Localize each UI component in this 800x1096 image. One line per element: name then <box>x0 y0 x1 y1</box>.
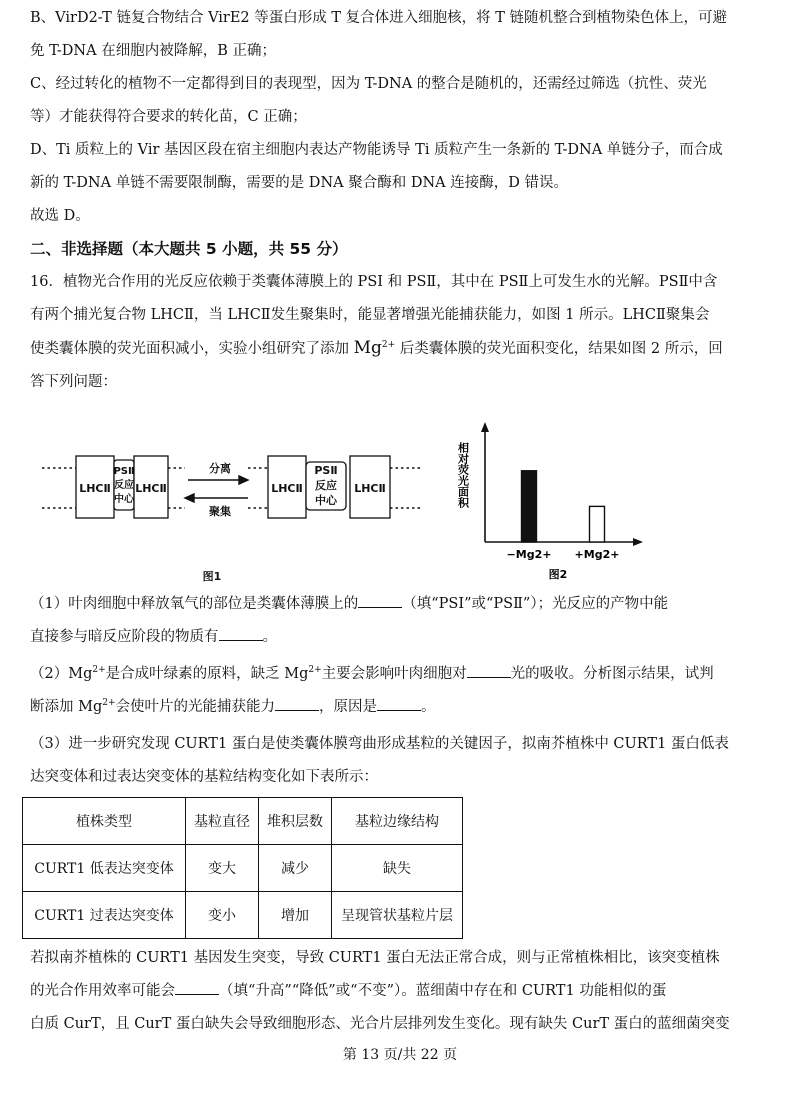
table-cell: 减少 <box>259 845 332 892</box>
x-axis-arrow <box>633 538 643 546</box>
section-title: 二、非选择题（本大题共 5 小题，共 55 分） <box>30 240 348 258</box>
after-table-text <box>30 942 770 1041</box>
subq2-line2: 断添加 $Mg^{2+}$会使叶片的光能捕获能力 ，原因是 。 <box>30 691 770 724</box>
table-header-row <box>23 798 463 845</box>
right-ps-label-1: PSⅡ <box>314 464 338 477</box>
analysis-answer: 故选 D。 <box>30 208 90 224</box>
left-lhc-label-1: LHCⅡ <box>79 482 111 495</box>
analysis-b-line1: B、VirD2-T 链复合物结合 VirE2 等蛋白形成 T 复合体进入细胞核，将 T 链随机整合到植物染色体上，可避 <box>30 10 728 26</box>
x-tick-label: −Mg2+ <box>506 548 552 561</box>
answer-blank-4[interactable] <box>275 696 319 711</box>
table-cell: 变大 <box>186 845 259 892</box>
after-table-line3: 白质 CurT，且 CurT 蛋白缺失会导致细胞形态、光合片层排列发生变化。现有缺失 CurT 蛋白的蓝细菌突变 <box>30 1016 730 1032</box>
table-header: 植株类型 <box>23 798 186 845</box>
table-cell: 变小 <box>186 892 259 939</box>
table-row <box>23 845 463 892</box>
left-ps-label-1: PSⅡ <box>113 466 135 477</box>
right-lhc-label-1: LHCⅡ <box>271 482 303 495</box>
subq1-line1: （1）叶肉细胞中释放氧气的部位是类囊体薄膜上的 （填“PSⅠ”或“PSⅡ”）；光反应的产物中能 <box>30 588 770 621</box>
right-ps-label-2: 反应 <box>315 479 337 492</box>
arrow-separate-head <box>239 476 248 484</box>
after-table-line1: 若拟南芥植株的 CURT1 基因发生突变，导致 CURT1 蛋白无法正常合成，则与正常植株相比，该突变植株 <box>30 950 720 966</box>
table-header: 基粒直径 <box>186 798 259 845</box>
analysis-d-line1: D、Ti 质粒上的 Vir 基因区段在宿主细胞内表达产物能诱导 Ti 质粒产生一条新的 T-DNA 单链分子，而合成 <box>30 142 723 158</box>
answer-blank-1[interactable] <box>358 593 402 608</box>
table-cell: CURT1 低表达突变体 <box>23 845 186 892</box>
figure-1-caption: 图1 <box>202 570 222 583</box>
subq2-line1: $(2)Mg^{2+}$是合成叶绿素的原料，缺乏 $Mg^{2+}$主要会影响叶肉细胞对 光的吸收。分析图示结果，试判 <box>30 658 770 691</box>
answer-blank-5[interactable] <box>377 696 421 711</box>
subq3-line2: 达突变体和过表达突变体的基粒结构变化如下表所示： <box>30 769 378 785</box>
left-lhc-label-2: LHCⅡ <box>135 482 167 495</box>
table-header: 堆积层数 <box>259 798 332 845</box>
q16-line4: 答下列问题： <box>30 374 117 390</box>
sub-questions <box>30 588 770 794</box>
q16-line1: 16．植物光合作用的光反应依赖于类囊体薄膜上的 PSI 和 PSⅡ，其中在 PSⅡ上可发生水的光解。PSⅡ中含 <box>30 274 718 290</box>
arrow-label-aggregate: 聚集 <box>209 505 231 518</box>
table-cell: 呈现管状基粒片层 <box>332 892 463 939</box>
answer-blank-6[interactable] <box>175 980 219 995</box>
page-footer: 第 13 页/共 22 页 <box>342 1047 458 1063</box>
subq3-line1: （3）进一步研究发现 CURT1 蛋白是使类囊体膜弯曲形成基粒的关键因子，拟南芥植株中 CURT1 蛋白低表 <box>30 736 729 752</box>
table-cell: 增加 <box>259 892 332 939</box>
q16-line2: 有两个捕光复合物 LHCⅡ，当 LHCⅡ发生聚集时，能显著增强光能捕获能力，如图 1 所示。LHCⅡ聚集会 <box>30 307 710 323</box>
after-table-line2: 的光合作用效率可能会 （填“升高”“降低”或“不变”）。蓝细菌中存在和 CURT1 功能相似的蛋 <box>30 975 770 1008</box>
right-lhc-label-2: LHCⅡ <box>354 482 386 495</box>
figure-2-caption: 图2 <box>548 568 568 581</box>
y-axis-label: 相对荧光面积 <box>456 442 470 508</box>
figure-1 <box>40 440 430 590</box>
figure-2-chart <box>455 420 655 592</box>
analysis-c-line1: C、经过转化的植物不一定都得到目的表现型，因为 T-DNA 的整合是随机的，还需经过筛选（抗性、荧光 <box>30 76 707 92</box>
left-ps-label-2: 反应 <box>114 480 134 491</box>
analysis-b-line2: 免 T-DNA 在细胞内被降解，B 正确； <box>30 43 276 59</box>
analysis-block <box>30 2 770 399</box>
table-row <box>23 892 463 939</box>
y-axis-arrow <box>481 422 489 432</box>
analysis-d-line2: 新的 T-DNA 单链不需要限制酶，需要的是 DNA 聚合酶和 DNA 连接酶，D 错误。 <box>30 175 568 191</box>
table-cell: 缺失 <box>332 845 463 892</box>
left-ps-label-3: 中心 <box>114 494 134 505</box>
analysis-c-line2: 等）才能获得符合要求的转化苗，C 正确； <box>30 109 307 125</box>
arrow-aggregate-head <box>185 494 194 502</box>
q16-line3: 使类囊体膜的荧光面积减小，实验小组研究了添加 $Mg^{2+}$ 后类囊体膜的荧光面积变化，结果如图 2 所示，回 <box>30 338 723 358</box>
answer-blank-3[interactable] <box>467 663 511 678</box>
curt1-table <box>22 797 463 939</box>
bar-minus-mg <box>522 471 537 542</box>
table-header: 基粒边缘结构 <box>332 798 463 845</box>
x-tick-label: +Mg2+ <box>574 548 620 561</box>
answer-blank-2[interactable] <box>219 626 263 641</box>
right-ps-label-3: 中心 <box>315 494 337 507</box>
subq1-line2: 直接参与暗反应阶段的物质有 。 <box>30 621 770 654</box>
bar-plus-mg <box>590 506 605 542</box>
table-cell: CURT1 过表达突变体 <box>23 892 186 939</box>
arrow-label-separate: 分离 <box>209 462 231 475</box>
